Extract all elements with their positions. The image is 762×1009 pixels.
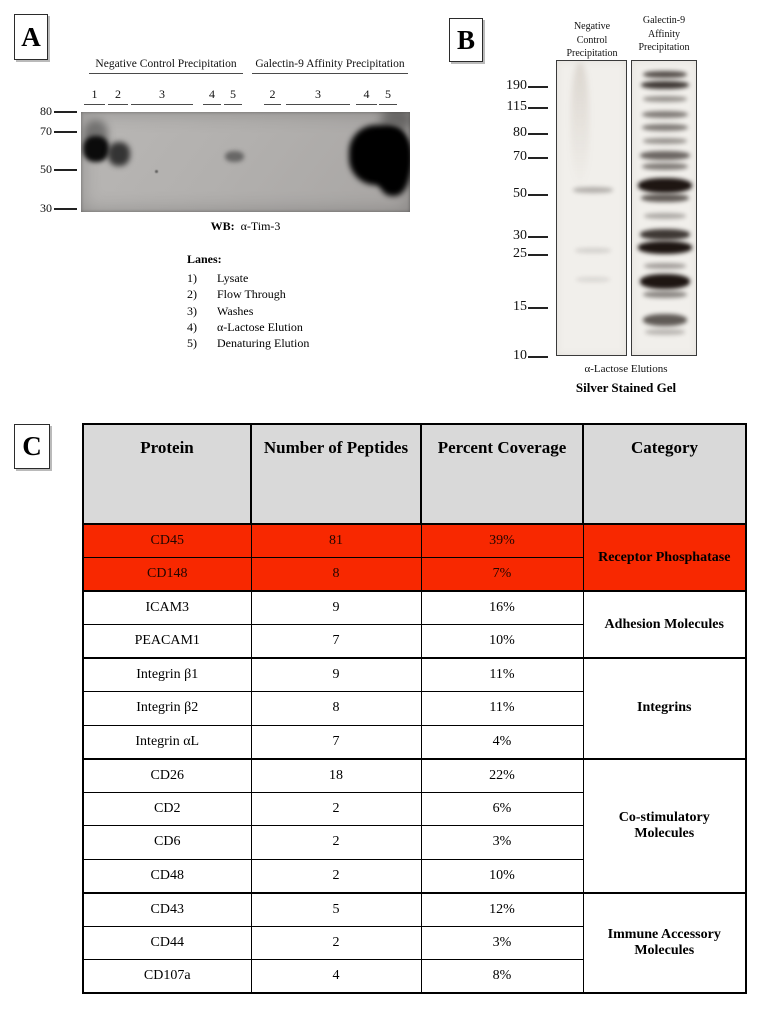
table-cell: 2 (251, 826, 421, 860)
wb-antibody-name: α-Tim-3 (240, 219, 281, 233)
gel-band (643, 96, 687, 102)
mw-tick-b-115 (528, 107, 548, 109)
gel-col2-line2: Affinity (647, 28, 681, 40)
table-cell: 11% (421, 658, 583, 692)
table-header-protein: Protein (83, 424, 251, 524)
table-cell: Integrin β1 (83, 658, 251, 692)
table-row (83, 893, 746, 927)
mw-label-b-30: 30 (513, 228, 527, 243)
gel-band (643, 314, 687, 326)
gel-band (645, 329, 685, 335)
legend-text: α-Lactose Elution (217, 319, 303, 334)
gel-band (643, 71, 687, 78)
table-cell: 5 (251, 893, 421, 927)
gel-band (641, 81, 689, 89)
blot-band-lane2 (108, 142, 130, 166)
mw-label-b-70: 70 (513, 149, 527, 164)
table-cell: CD45 (83, 524, 251, 558)
table-cell: CD107a (83, 960, 251, 994)
lane-label-right-4: 4 (356, 87, 377, 105)
mw-tick-a-70 (54, 131, 77, 133)
mw-tick-b-10 (528, 356, 548, 358)
table-cell: 6% (421, 792, 583, 826)
table-cell: 39% (421, 524, 583, 558)
gel-column-label-negative-control (550, 20, 634, 61)
blot-speck (155, 170, 158, 173)
blot-band-lane5-elution (375, 128, 410, 196)
gel-band (641, 194, 689, 202)
table-header-number-of-peptides: Number of Peptides (251, 424, 421, 524)
mw-tick-b-80 (528, 133, 548, 135)
mw-label-b-50: 50 (513, 186, 527, 201)
panel-c-label: C (14, 424, 50, 469)
mw-tick-b-70 (528, 157, 548, 159)
western-blot-image (81, 112, 410, 212)
gel-band (640, 274, 690, 289)
lane-label-left-4: 4 (203, 87, 221, 105)
legend-row-2 (187, 286, 309, 302)
legend-row-1 (187, 270, 309, 286)
lane-legend-title: Lanes: (187, 252, 222, 266)
legend-text: Denaturing Elution (217, 336, 310, 351)
mw-label-b-25: 25 (513, 246, 527, 261)
gel-strip-galectin9 (631, 60, 697, 356)
gel-col2-line3: Precipitation (638, 42, 690, 53)
table-row (83, 524, 746, 558)
mw-tick-a-30 (54, 208, 77, 210)
mw-label-b-80: 80 (513, 125, 527, 140)
gel-band (640, 151, 690, 160)
table-cell: 22% (421, 759, 583, 793)
table-cell: 11% (421, 692, 583, 726)
table-cell: 12% (421, 893, 583, 927)
legend-number: 3) (187, 303, 197, 318)
lane-label-left-2: 2 (108, 87, 128, 105)
table-cell: 4% (421, 725, 583, 759)
lane-legend (187, 252, 309, 351)
table-cell: 4 (251, 960, 421, 994)
legend-row-5 (187, 335, 309, 351)
table-cell: 3% (421, 926, 583, 960)
legend-text: Flow Through (217, 287, 286, 302)
table-category-cell: Adhesion Molecules (583, 591, 746, 658)
table-cell: 10% (421, 625, 583, 659)
legend-text: Washes (217, 303, 254, 318)
table-cell: CD44 (83, 926, 251, 960)
gel-caption-elutions: α-Lactose Elutions (584, 363, 668, 375)
table-cell: 81 (251, 524, 421, 558)
legend-number: 2) (187, 287, 197, 302)
gel-col1-line2: Control (576, 34, 608, 46)
table-cell: 2 (251, 859, 421, 893)
mw-tick-b-15 (528, 307, 548, 309)
gel-band (640, 229, 690, 240)
table-cell: 2 (251, 926, 421, 960)
table-cell: 3% (421, 826, 583, 860)
table-category-cell: Receptor Phosphatase (583, 524, 746, 591)
protein-table-header-row (83, 424, 746, 524)
gel-col2-line1: Galectin-9 (642, 15, 686, 26)
table-category-cell: Immune Accessory Molecules (583, 893, 746, 994)
mw-label-a-30: 30 (40, 201, 52, 215)
lane-label-right-5: 5 (379, 87, 397, 105)
table-cell: CD26 (83, 759, 251, 793)
gel-band (638, 241, 692, 254)
table-cell: 8 (251, 558, 421, 592)
legend-number: 1) (187, 271, 197, 285)
legend-number: 5) (187, 336, 197, 351)
table-cell: 7 (251, 625, 421, 659)
gel-strip-negative-control (556, 60, 627, 356)
gel-band (644, 213, 686, 219)
gel-column-label-galectin9 (628, 14, 700, 55)
mw-label-b-115: 115 (506, 99, 527, 114)
table-cell: CD2 (83, 792, 251, 826)
lane-label-left-3: 3 (131, 87, 193, 105)
table-cell: Integrin β2 (83, 692, 251, 726)
lane-label-right-3: 3 (286, 87, 350, 105)
group-label-negative-control: Negative Control Precipitation (89, 58, 243, 74)
legend-number: 4) (187, 319, 197, 334)
mw-tick-a-50 (54, 169, 77, 171)
table-header-category: Category (583, 424, 746, 524)
table-cell: 8% (421, 960, 583, 994)
mw-label-a-70: 70 (40, 124, 52, 138)
blot-band-lane1 (83, 136, 109, 162)
gel-band (643, 138, 687, 144)
mw-label-b-190: 190 (506, 78, 527, 93)
table-row (83, 759, 746, 793)
table-cell: CD148 (83, 558, 251, 592)
gel-band (575, 248, 611, 253)
panel-b-label: B (449, 18, 483, 62)
table-cell: 18 (251, 759, 421, 793)
table-cell: CD43 (83, 893, 251, 927)
table-cell: 7% (421, 558, 583, 592)
mw-tick-b-190 (528, 86, 548, 88)
table-cell: CD48 (83, 859, 251, 893)
table-cell: 9 (251, 658, 421, 692)
wb-prefix: WB: (210, 219, 235, 233)
table-cell: ICAM3 (83, 591, 251, 625)
gel-band (576, 277, 610, 282)
mw-tick-b-50 (528, 194, 548, 196)
gel-col1-line1: Negative (573, 21, 611, 32)
group-label-galectin9-affinity: Galectin-9 Affinity Precipitation (252, 58, 408, 74)
mw-label-a-80: 80 (40, 104, 52, 118)
table-cell: 2 (251, 792, 421, 826)
legend-row-3 (187, 303, 309, 319)
gel-band (644, 263, 686, 269)
legend-text: Lysate (217, 271, 249, 285)
table-header-percent-coverage: Percent Coverage (421, 424, 583, 524)
lane-label-left-5: 5 (224, 87, 242, 105)
mw-label-a-50: 50 (40, 162, 52, 176)
table-cell: 16% (421, 591, 583, 625)
table-row (83, 658, 746, 692)
table-category-cell: Integrins (583, 658, 746, 759)
mw-tick-b-25 (528, 254, 548, 256)
legend-row-4 (187, 319, 309, 335)
panel-a-label: A (14, 14, 48, 60)
table-cell: CD6 (83, 826, 251, 860)
mw-label-b-15: 15 (513, 299, 527, 314)
table-category-cell: Co-stimulatory Molecules (583, 759, 746, 893)
mw-tick-a-80 (54, 111, 77, 113)
gel-band (638, 178, 692, 193)
protein-table (82, 423, 747, 994)
gel-band (642, 111, 688, 118)
gel-streak (571, 63, 589, 188)
gel-col1-line3: Precipitation (566, 48, 618, 59)
wb-antibody-caption (81, 219, 410, 234)
lane-label-right-2: 2 (264, 87, 281, 105)
table-row (83, 591, 746, 625)
mw-tick-b-30 (528, 236, 548, 238)
table-cell: PEACAM1 (83, 625, 251, 659)
table-cell: 10% (421, 859, 583, 893)
gel-caption-silver-stain: Silver Stained Gel (575, 380, 677, 395)
table-cell: 9 (251, 591, 421, 625)
blot-band-lane5-faint (225, 151, 244, 162)
gel-band (642, 124, 688, 131)
table-cell: Integrin αL (83, 725, 251, 759)
table-cell: 7 (251, 725, 421, 759)
lane-label-left-1: 1 (84, 87, 105, 105)
gel-band (573, 187, 613, 193)
table-cell: 8 (251, 692, 421, 726)
gel-band (643, 291, 687, 298)
mw-label-b-10: 10 (513, 348, 527, 363)
gel-band (642, 163, 688, 170)
